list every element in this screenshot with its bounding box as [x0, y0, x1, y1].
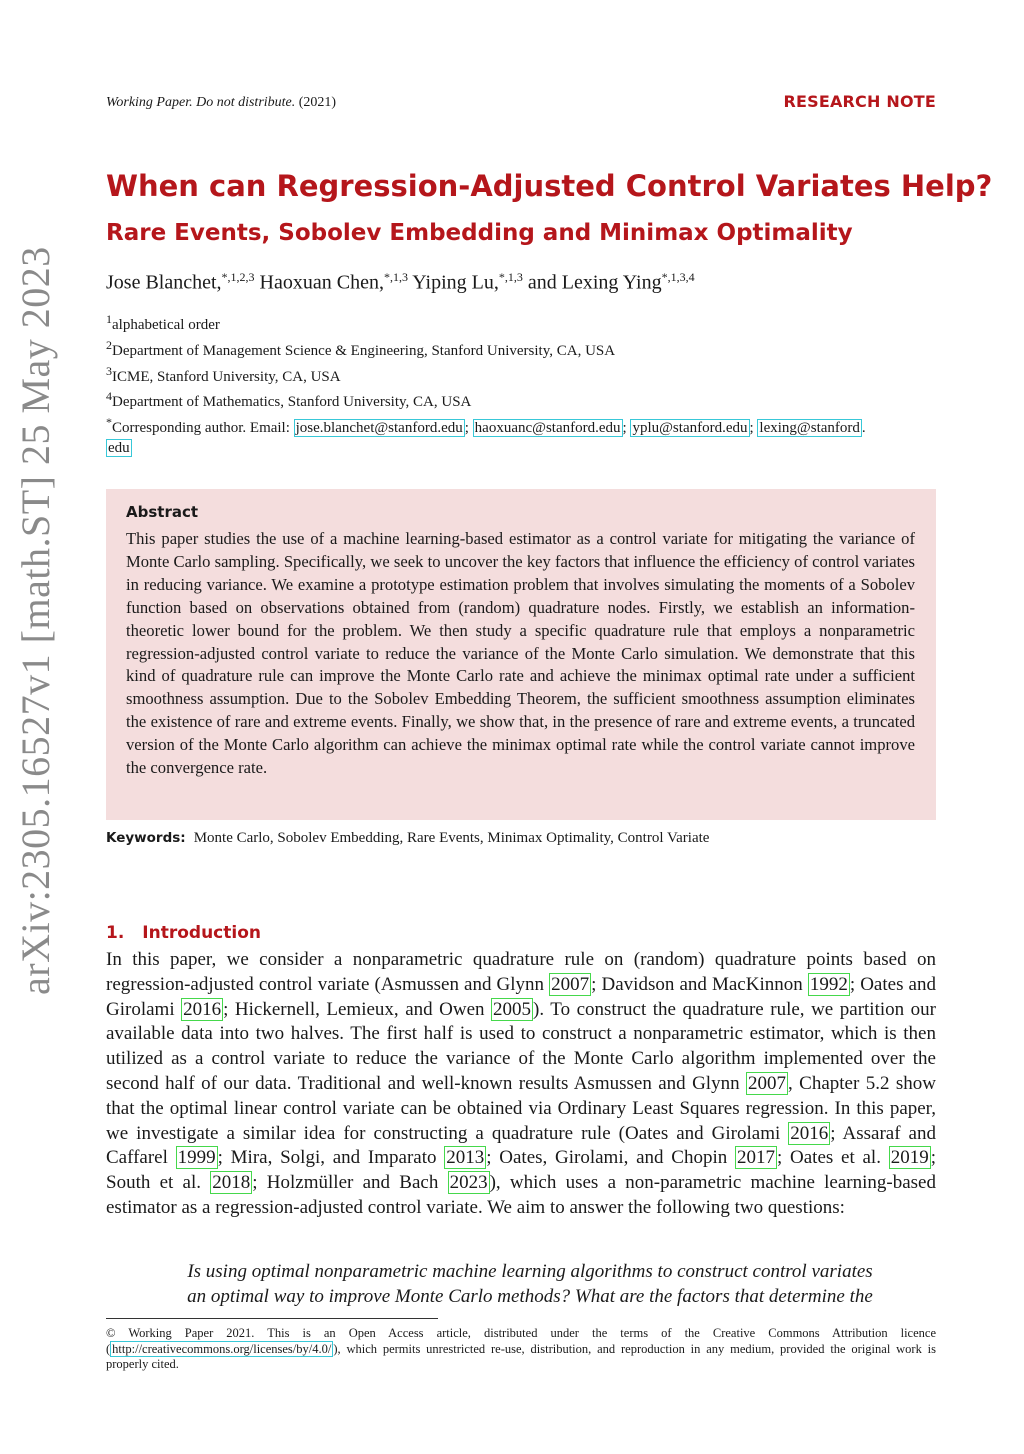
author-affil-marks: *,1,3: [383, 270, 408, 284]
citation-link[interactable]: 2013: [446, 1147, 485, 1169]
email-link-tail[interactable]: edu: [108, 439, 130, 456]
author-name: Yiping Lu,: [412, 271, 499, 294]
citation-link[interactable]: 2016: [790, 1122, 829, 1144]
quote-line: Is using optimal nonparametric machine learning algorithms to construct control variates: [187, 1261, 873, 1282]
author-conjunction: and: [527, 271, 557, 294]
paper-subtitle: Rare Events, Sobolev Embedding and Minimax Optimality: [106, 220, 853, 246]
email-link[interactable]: yplu@stanford.edu: [632, 420, 748, 437]
citation-link[interactable]: 2007: [748, 1072, 786, 1094]
citation-link[interactable]: 1992: [809, 973, 848, 995]
body-text: ; South et al.: [106, 1147, 936, 1194]
citation-link[interactable]: 2005: [493, 998, 532, 1020]
body-text: ; Holzmüller and Bach: [252, 1172, 448, 1194]
section-heading: [106, 923, 261, 943]
header-year: (2021): [298, 95, 337, 110]
header-journal: Working Paper. Do not distribute.: [106, 95, 296, 110]
corresponding-mark: *: [106, 415, 112, 430]
corresponding-label: Corresponding author. Email:: [112, 420, 290, 437]
affiliation-text: Department of Management Science & Engineering, Stanford University, CA, USA: [112, 342, 616, 359]
license-footnote: [106, 1326, 936, 1373]
citation-link[interactable]: 2018: [212, 1172, 251, 1194]
affiliation-mark: 3: [106, 363, 112, 378]
body-text: , Chapter 5.2 show that the optimal linear control variate can be obtained via Ordinary Least Squares regression. In this paper, we investigate a similar idea for constructing a quadrature rule (Oates and Girolami: [106, 1072, 936, 1144]
body-text: ; Assaraf and Caffarel: [106, 1122, 936, 1169]
license-url-link[interactable]: http://creativecommons.org/licenses/by/4.0/: [112, 1341, 332, 1356]
author-affil-marks: *,1,3,4: [661, 270, 695, 284]
author-affil-marks: *,1,2,3: [221, 270, 255, 284]
email-link[interactable]: lexing@stanford: [759, 420, 860, 437]
footnote-rule: [106, 1318, 438, 1319]
body-text: ; Davidson and MacKinnon: [591, 973, 808, 995]
email-link[interactable]: haoxuanc@stanford.edu: [474, 420, 621, 437]
keywords: [106, 830, 709, 847]
citation-link[interactable]: 2019: [890, 1147, 929, 1169]
citation-link[interactable]: 2023: [449, 1172, 488, 1194]
body-text: ; Oates et al.: [777, 1147, 889, 1169]
author-affil-marks: *,1,3: [498, 270, 523, 284]
section-title: Introduction: [142, 923, 261, 943]
author-name: Jose Blanchet,: [106, 271, 222, 294]
arxiv-stamp: arXiv:2305.16527v1 [math.ST] 25 May 2023: [13, 246, 58, 995]
affiliation-mark: 2: [106, 337, 112, 352]
citation-link[interactable]: 2007: [551, 973, 590, 995]
paper-title: When can Regression-Adjusted Control Variates Help?: [106, 169, 993, 203]
author-name: Lexing Ying: [561, 271, 662, 294]
running-header: [106, 95, 336, 111]
affiliation-line: [106, 336, 936, 362]
citation-link[interactable]: 2016: [183, 998, 222, 1020]
body-text: ), which uses a non-parametric machine learning-based estimator as a regression-adjusted control variate. We aim to answer the following two questions:: [106, 1172, 936, 1218]
affiliation-text: ICME, Stanford University, CA, USA: [112, 368, 341, 385]
affiliation-text: alphabetical order: [112, 317, 220, 333]
abstract-heading: Abstract: [126, 503, 199, 521]
affiliation-mark: 4: [106, 389, 112, 404]
intro-paragraph: [106, 948, 936, 1221]
section-number: 1.: [106, 923, 125, 943]
corresponding-author-line: *Corresponding author. Email: jose.blanchet@stanford.edu ; haoxuanc@stanford.edu ; yplu@stanford.edu ; lexing@stanford .: [106, 415, 866, 437]
affiliation-line: [106, 387, 936, 413]
keywords-text: Monte Carlo, Sobolev Embedding, Rare Events, Minimax Optimality, Control Variate: [193, 830, 710, 846]
body-text: ; Oates, Girolami, and Chopin: [486, 1147, 735, 1169]
footnote-text: ), which permits unrestricted re-use, distribution, and reproduction in any medium, provided the original work is properly cited.: [106, 1341, 936, 1371]
body-text: In this paper, we consider a nonparametric quadrature rule on (random) quadrature points based on regression-adjusted control variate (Asmussen and Glynn: [106, 949, 936, 995]
abstract-text: This paper studies the use of a machine learning-based estimator as a control variate for mitigating the variance of Monte Carlo sampling. Specifically, we seek to uncover the key factors that influence the efficiency of control variates in reducing variance. We examine a prototype estimation problem that involves simulating the moments of a Sobolev function based on observations obtained from (random) quadrature nodes. Firstly, we establish an information-theoretic lower bound for the problem. We then study a specific quadrature rule that employs a nonparametric regression-adjusted control variate to reduce the variance of the Monte Carlo simulation. We demonstrate that this kind of quadrature rule can improve the Monte Carlo rate and achieve the minimax optimal rate under a sufficient smoothness assumption. Due to the Sobolev Embedding Theorem, the sufficient smoothness assumption eliminates the existence of rare and extreme events. Finally, we show that, in the presence of rare and extreme events, a truncated version of the Monte Carlo algorithm can achieve the minimax optimal rate while the control variate cannot improve the convergence rate.: [126, 529, 915, 778]
affiliations: [106, 310, 936, 459]
body-text: ; Hickernell, Lemieux, and Owen: [223, 998, 492, 1020]
author-name: Haoxuan Chen,: [259, 271, 384, 294]
citation-link[interactable]: 1999: [177, 1147, 216, 1169]
body-text: ; Oates and Girolami: [106, 973, 936, 1020]
author-list: [106, 270, 695, 295]
body-text: ; Mira, Solgi, and Imparato: [217, 1147, 445, 1169]
research-question-quote: [140, 1260, 920, 1309]
article-type-label: RESEARCH NOTE: [783, 92, 936, 111]
affiliation-line: [106, 310, 936, 336]
footnote-text: © Working Paper 2021. This is an Open Access article, distributed under the terms of the Creative Commons Attribution licence (: [106, 1326, 936, 1356]
affiliation-mark: 1: [106, 312, 112, 326]
citation-link[interactable]: 2017: [737, 1147, 775, 1169]
affiliation-text: Department of Mathematics, Stanford University, CA, USA: [112, 394, 472, 411]
affiliation-line: [106, 362, 936, 388]
email-link[interactable]: jose.blanchet@stanford.edu: [295, 420, 463, 437]
keywords-label: Keywords:: [106, 830, 186, 846]
quote-line: an optimal way to improve Monte Carlo methods? What are the factors that determine the: [187, 1285, 873, 1307]
body-text: ). To construct the quadrature rule, we partition our available data into two halves. The first half is used to construct a nonparametric estimator, which is then utilized as a control variate to reduce the variance of the Monte Carlo algorithm implemented over the second half of our data. Traditional and well-known results Asmussen and Glynn: [106, 998, 936, 1094]
corresponding-author-line-cont: [106, 439, 936, 459]
